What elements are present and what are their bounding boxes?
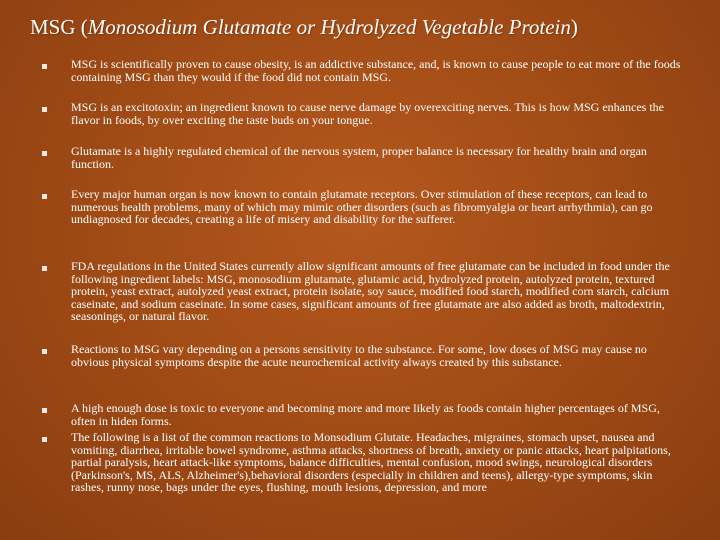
title-prefix: MSG ( [30, 15, 88, 39]
title-italic: Monosodium Glutamate or Hydrolyzed Vegetable Protein [87, 15, 571, 39]
list-item-text: Glutamate is a highly regulated chemical of the nervous system, proper balance is necessary for healthy brain and organ function. [71, 144, 647, 171]
list-item-text: A high enough dose is toxic to everyone and becoming more and more likely as foods contain higher percentages of MSG, often in hiden forms. [71, 401, 660, 428]
square-bullet-icon [42, 151, 47, 156]
square-bullet-icon [42, 349, 47, 354]
list-item-text: MSG is scientifically proven to cause obesity, is an addictive substance, and, is known to cause people to eat more of the foods containing MSG than they would if the food did not contain MSG. [71, 57, 681, 84]
square-bullet-icon [42, 107, 47, 112]
square-bullet-icon [42, 194, 47, 199]
list-item-text: Reactions to MSG vary depending on a persons sensitivity to the substance. For some, low doses of MSG may cause no obvious physical symptoms despite the acute neurochemical activity always created by this substance. [71, 342, 647, 369]
list-item-text: FDA regulations in the United States currently allow significant amounts of free glutamate can be included in food under the following ingredient labels: MSG, monosodium glutamate, glutamic acid, hydrolyzed protein, autolyzed protein, textured protein, yeast extract, autolyzed yeast extract, protein isolate, soy sauce, modified food starch, modified corn starch, calcium caseinate, and sodium caseinate. In some cases, significant amounts of free glutamate are also added as broth, maltodextrin, seasonings, or natural flavor. [71, 259, 670, 324]
square-bullet-icon [42, 266, 47, 271]
square-bullet-icon [42, 437, 47, 442]
title-suffix: ) [570, 15, 578, 39]
list-item-text: MSG is an excitotoxin; an ingredient known to cause nerve damage by overexciting nerves. This is how MSG enhances the flavor in foods, by over exciting the taste buds on your tongue. [71, 100, 664, 127]
square-bullet-icon [42, 64, 47, 69]
list-item-text: Every major human organ is now known to contain glutamate receptors. Over stimulation of these receptors, can lead to numerous health problems, many of which may mimic other disorders (such as fibromyalgia or heart arrhythmia), can go undiagnosed for decades, creating a life of misery and disability for the sufferer. [71, 187, 653, 227]
list-item-text: The following is a list of the common reactions to Monsodium Glutate. Headaches, migraines, stomach upset, nausea and vomiting, diarrhea, irritable bowel syndrome, asthma attacks, shortness of breath, anxiety or panic attacks, heart palpitations, partial paralysis, heart attack-like symptoms, balance difficulties, mental confusion, mood swings, neurological disorders (Parkinson's, MS, ALS, Alzheimer's),behavioral disorders (especially in children and teens), allergy-type symptoms, skin rashes, runny nose, bags under the eyes, flushing, mouth lesions, depression, and more [71, 430, 671, 495]
square-bullet-icon [42, 408, 47, 413]
